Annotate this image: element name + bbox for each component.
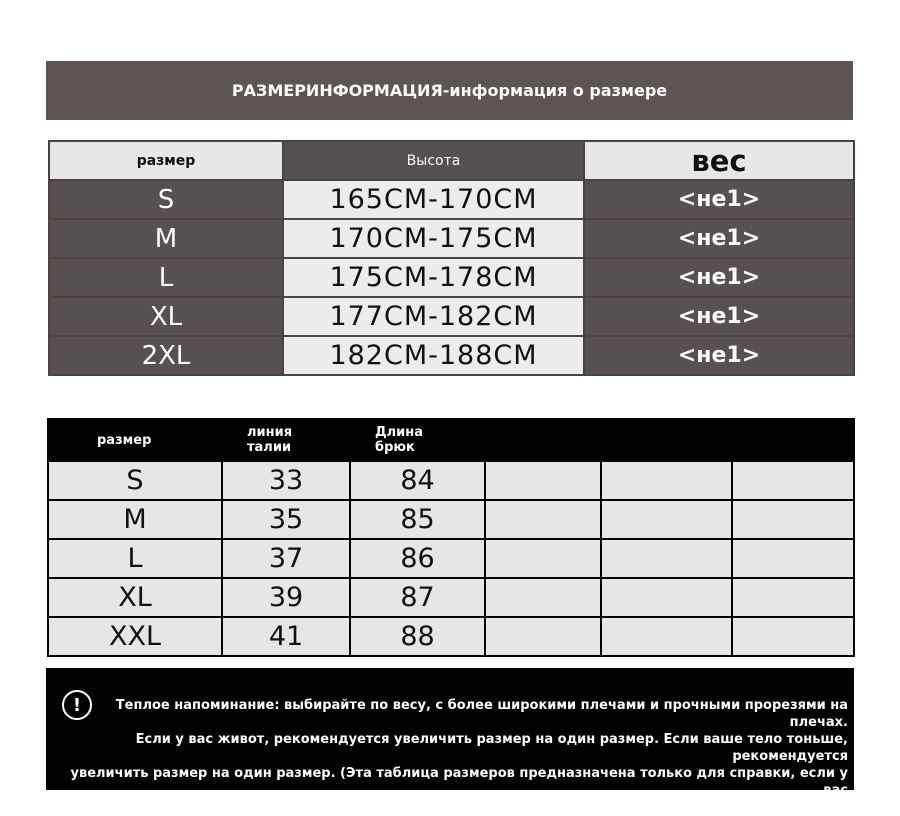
table-row [48,578,854,617]
table-row [49,297,854,336]
empty-cell [732,500,854,539]
height-cell: 182CM-188CM [283,336,584,375]
table-row [48,539,854,578]
notice-line: Теплое напоминание: выбирайте по весу, с более широкими плечами и прочными прорезями на плечах. [115,698,848,730]
size-weight-table [48,140,855,376]
empty-cell [732,578,854,617]
weight-cell: <не1> [584,180,854,219]
length-cell: 86 [350,539,485,578]
table-row [48,500,854,539]
empty-cell [601,578,732,617]
notice-line: Если у вас живот, рекомендуется увеличить размер на один размер. Если ваше тело тоньше, рекомендуется [135,732,848,764]
notice-line: увеличить размер на один размер. (Эта таблица размеров предназначена только для справки, если у вас [70,766,848,798]
table-row [48,461,854,500]
size-cell: S [48,461,222,500]
size-cell: L [48,539,222,578]
header-weight: вес [584,141,854,180]
table-header-row [48,419,854,461]
empty-cell [485,539,601,578]
weight-cell: <не1> [584,297,854,336]
height-cell: 177CM-182CM [283,297,584,336]
height-cell: 175CM-178CM [283,258,584,297]
size-cell: S [49,180,283,219]
info-icon: ! [62,690,92,720]
empty-cell [732,617,854,656]
size-cell: XL [49,297,283,336]
table-row [48,617,854,656]
header-pant-length: Длина брюк [350,419,485,461]
empty-cell [485,617,601,656]
page-title-banner [46,61,853,120]
waist-cell: 33 [222,461,350,500]
size-cell: 2XL [49,336,283,375]
weight-cell: <не1> [584,336,854,375]
waist-cell: 39 [222,578,350,617]
length-cell: 87 [350,578,485,617]
notice-line: есть какие-либо вопросы, пожалуйста, свяжитесь со службой поддержки клиентов) [203,800,848,815]
height-cell: 170CM-175CM [283,219,584,258]
table-row [49,180,854,219]
header-height: Высота [283,141,584,180]
table-row [49,219,854,258]
weight-cell: <не1> [584,219,854,258]
empty-cell [601,500,732,539]
waist-cell: 37 [222,539,350,578]
table-row [49,336,854,375]
size-cell: L [49,258,283,297]
size-cell: XXL [48,617,222,656]
empty-cell [485,578,601,617]
waist-cell: 35 [222,500,350,539]
empty-cell [732,539,854,578]
table-row [49,258,854,297]
pants-size-table [47,418,855,657]
height-cell: 165CM-170CM [283,180,584,219]
size-cell: M [48,500,222,539]
size-cell: M [49,219,283,258]
header-empty [601,419,732,461]
empty-cell [485,461,601,500]
weight-cell: <не1> [584,258,854,297]
reminder-notice [46,668,854,815]
size-cell: XL [48,578,222,617]
empty-cell [732,461,854,500]
header-empty [732,419,854,461]
length-cell: 88 [350,617,485,656]
header-empty [485,419,601,461]
page-title: РАЗМЕРИНФОРМАЦИЯ-информация о размере [231,81,668,100]
header-waist: линия талии [222,419,350,461]
empty-cell [601,539,732,578]
empty-cell [601,461,732,500]
waist-cell: 41 [222,617,350,656]
empty-cell [485,500,601,539]
header-size: размер [48,419,222,461]
empty-cell [601,617,732,656]
header-size: размер [49,141,283,180]
length-cell: 84 [350,461,485,500]
length-cell: 85 [350,500,485,539]
table-header-row [49,141,854,180]
